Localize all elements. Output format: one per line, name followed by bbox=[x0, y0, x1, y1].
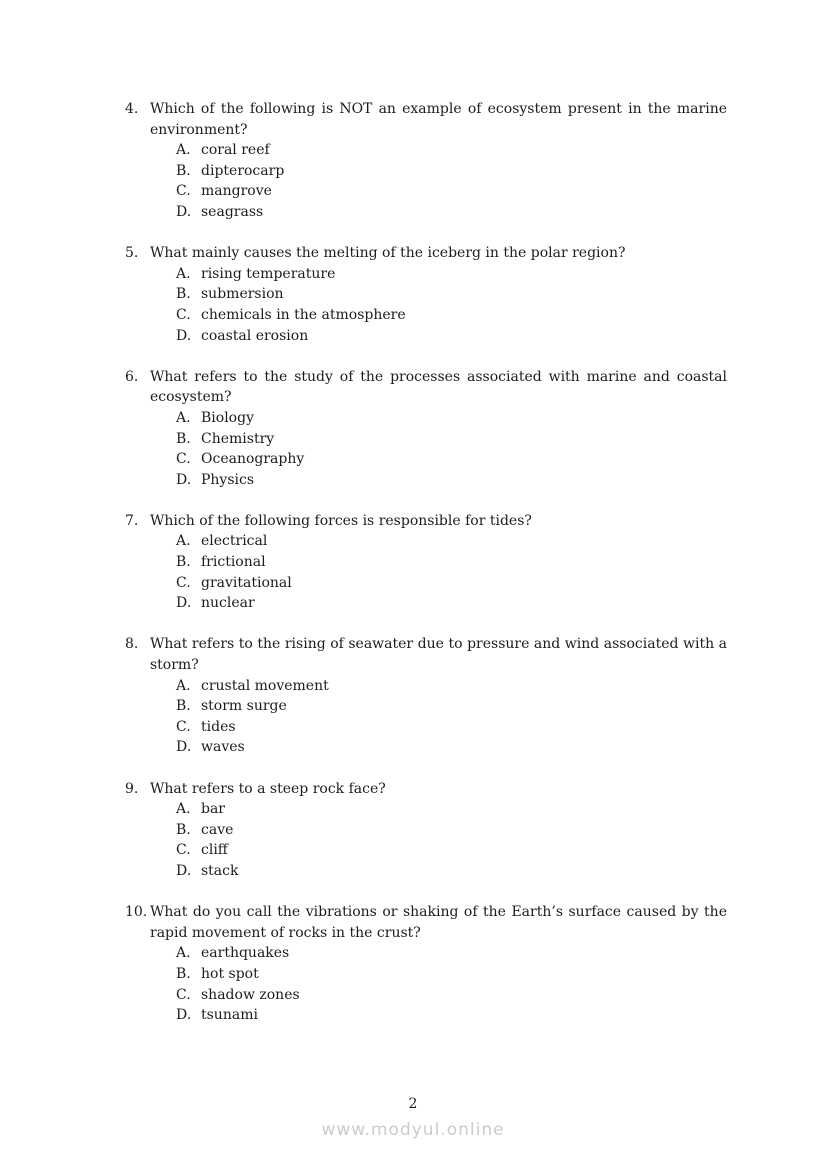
option bbox=[176, 840, 727, 861]
option bbox=[176, 737, 727, 758]
option-text: cave bbox=[201, 821, 234, 838]
question-row bbox=[125, 779, 727, 800]
option bbox=[176, 408, 727, 429]
option-letter: B. bbox=[176, 286, 191, 303]
option-text: bar bbox=[201, 801, 226, 818]
option bbox=[176, 861, 727, 882]
option-letter: A. bbox=[176, 533, 191, 550]
option-letter: C. bbox=[176, 306, 191, 323]
question bbox=[125, 243, 727, 346]
page-number: 2 bbox=[408, 1096, 418, 1112]
question-row bbox=[125, 634, 727, 675]
question-number: 5. bbox=[125, 245, 139, 262]
question-row bbox=[125, 902, 727, 943]
option-letter: A. bbox=[176, 265, 191, 282]
option-text: chemicals in the atmosphere bbox=[201, 306, 406, 323]
option bbox=[176, 531, 727, 552]
option-letter: A. bbox=[176, 801, 191, 818]
option-text: crustal movement bbox=[201, 677, 329, 694]
option-letter: D. bbox=[176, 471, 192, 488]
option-text: hot spot bbox=[201, 965, 259, 982]
option bbox=[176, 449, 727, 470]
option-list bbox=[125, 140, 727, 222]
option-text: Biology bbox=[201, 409, 254, 426]
option-text: nuclear bbox=[201, 595, 255, 612]
option-letter: D. bbox=[176, 862, 192, 879]
question-text: Which of the following forces is responsible for tides? bbox=[150, 512, 532, 529]
question-text: What refers to the study of the processes associated with marine and coastal ecosystem? bbox=[150, 368, 727, 406]
option-list bbox=[125, 408, 727, 490]
option-letter: C. bbox=[176, 986, 191, 1003]
option-text: Oceanography bbox=[201, 451, 305, 468]
option bbox=[176, 202, 727, 223]
question-text: What refers to a steep rock face? bbox=[150, 780, 386, 797]
option bbox=[176, 593, 727, 614]
option bbox=[176, 264, 727, 285]
option-letter: C. bbox=[176, 842, 191, 859]
question-number: 6. bbox=[125, 368, 139, 385]
question bbox=[125, 902, 727, 1026]
option bbox=[176, 284, 727, 305]
question-text: What mainly causes the melting of the iceberg in the polar region? bbox=[150, 245, 626, 262]
option-letter: D. bbox=[176, 595, 192, 612]
option bbox=[176, 429, 727, 450]
option-text: electrical bbox=[201, 533, 268, 550]
question-row bbox=[125, 511, 727, 532]
option-text: dipterocarp bbox=[201, 162, 285, 179]
question-number: 10. bbox=[125, 904, 148, 921]
option bbox=[176, 799, 727, 820]
option-text: storm surge bbox=[201, 698, 287, 715]
option bbox=[176, 696, 727, 717]
option-text: coastal erosion bbox=[201, 327, 309, 344]
option-text: cliff bbox=[201, 842, 228, 859]
option-letter: B. bbox=[176, 965, 191, 982]
option-letter: D. bbox=[176, 327, 192, 344]
option-letter: A. bbox=[176, 409, 191, 426]
option-text: frictional bbox=[201, 554, 266, 571]
option bbox=[176, 140, 727, 161]
option-letter: D. bbox=[176, 1007, 192, 1024]
question-number: 7. bbox=[125, 512, 139, 529]
question-row bbox=[125, 99, 727, 140]
option-list bbox=[125, 531, 727, 613]
question bbox=[125, 634, 727, 758]
option bbox=[176, 305, 727, 326]
option-letter: B. bbox=[176, 430, 191, 447]
option bbox=[176, 326, 727, 347]
question-text: What refers to the rising of seawater due to pressure and wind associated with a storm? bbox=[150, 636, 727, 674]
option-letter: D. bbox=[176, 203, 192, 220]
question-row bbox=[125, 367, 727, 408]
option-letter: B. bbox=[176, 162, 191, 179]
option bbox=[176, 161, 727, 182]
option-text: earthquakes bbox=[201, 945, 290, 962]
option bbox=[176, 985, 727, 1006]
question-number: 4. bbox=[125, 101, 139, 117]
option-letter: D. bbox=[176, 739, 192, 756]
option-text: rising temperature bbox=[201, 265, 336, 282]
option-letter: C. bbox=[176, 183, 191, 200]
option-text: stack bbox=[201, 862, 239, 879]
option-list bbox=[125, 799, 727, 881]
option-text: mangrove bbox=[201, 183, 272, 200]
option-text: shadow zones bbox=[201, 986, 300, 1003]
option bbox=[176, 1005, 727, 1026]
option-text: gravitational bbox=[201, 574, 292, 591]
option-list bbox=[125, 943, 727, 1025]
option-list bbox=[125, 676, 727, 758]
question-text: Which of the following is NOT an example of ecosystem present in the marine environment? bbox=[150, 101, 727, 138]
question-text: What do you call the vibrations or shaking of the Earth’s surface caused by the rapid movement of rocks in the crust? bbox=[150, 904, 727, 941]
option-text: coral reef bbox=[201, 142, 270, 159]
option-text: Chemistry bbox=[201, 430, 275, 447]
option-text: waves bbox=[201, 739, 245, 756]
option-text: Physics bbox=[201, 471, 255, 488]
option-letter: B. bbox=[176, 698, 191, 715]
option-text: submersion bbox=[201, 286, 284, 303]
option-letter: C. bbox=[176, 574, 191, 591]
question-row bbox=[125, 243, 727, 264]
option bbox=[176, 676, 727, 697]
question-number: 8. bbox=[125, 636, 139, 653]
option-letter: A. bbox=[176, 677, 191, 694]
option-letter: B. bbox=[176, 554, 191, 571]
option bbox=[176, 820, 727, 841]
option bbox=[176, 181, 727, 202]
option bbox=[176, 552, 727, 573]
option-text: tsunami bbox=[201, 1007, 258, 1024]
option-letter: C. bbox=[176, 451, 191, 468]
question-list bbox=[125, 99, 727, 1026]
option-letter: C. bbox=[176, 718, 191, 735]
option-text: tides bbox=[201, 718, 236, 735]
question bbox=[125, 779, 727, 882]
option-text: seagrass bbox=[201, 203, 264, 220]
watermark: www.modyul.online bbox=[321, 1120, 505, 1140]
option bbox=[176, 717, 727, 738]
question bbox=[125, 511, 727, 614]
option-letter: A. bbox=[176, 945, 191, 962]
question-number: 9. bbox=[125, 780, 139, 797]
option bbox=[176, 470, 727, 491]
option bbox=[176, 964, 727, 985]
option bbox=[176, 573, 727, 594]
question bbox=[125, 99, 727, 223]
question bbox=[125, 367, 727, 491]
option-letter: B. bbox=[176, 821, 191, 838]
option-letter: A. bbox=[176, 142, 191, 159]
option-list bbox=[125, 264, 727, 346]
option bbox=[176, 943, 727, 964]
